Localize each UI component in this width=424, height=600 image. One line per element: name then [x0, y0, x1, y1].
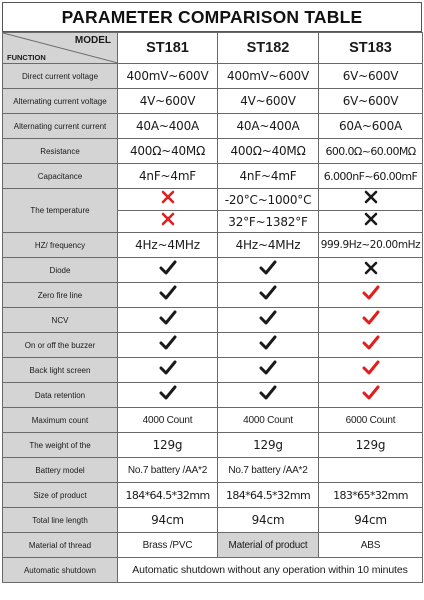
mark-cell — [218, 383, 319, 408]
cell-value: -20°C~1000°C — [218, 189, 319, 211]
table-row — [3, 233, 423, 258]
cross-red-icon — [160, 211, 176, 232]
cell-value: No.7 battery /AA*2 — [118, 458, 218, 483]
check-red-icon — [362, 335, 380, 356]
cross-black-icon — [363, 211, 379, 232]
row-label: Battery model — [3, 458, 118, 483]
shutdown-note: Automatic shutdown without any operation within 10 minutes — [118, 558, 423, 583]
cell-value: 4V~600V — [118, 89, 218, 114]
cell-value: 400Ω~40MΩ — [118, 139, 218, 164]
cell-value: 32°F~1382°F — [218, 211, 319, 233]
cell-value: 184*64.5*32mm — [218, 483, 319, 508]
model-st182: ST182 — [218, 33, 319, 64]
check-black-icon — [159, 360, 177, 381]
mark-cell — [218, 308, 319, 333]
mark-cell — [319, 383, 423, 408]
table-row — [3, 283, 423, 308]
check-black-icon — [159, 385, 177, 406]
cell-value: 94cm — [319, 508, 423, 533]
check-black-icon — [259, 285, 277, 306]
cell-value: 184*64.5*32mm — [118, 483, 218, 508]
check-red-icon — [362, 285, 380, 306]
mark-cell — [218, 258, 319, 283]
table-row — [3, 333, 423, 358]
cell-value: 999.9Hz~20.00mHz — [319, 233, 423, 258]
cell-value: 400mV~600V — [218, 64, 319, 89]
model-st181: ST181 — [118, 33, 218, 64]
cell-value: 4nF~4mF — [118, 164, 218, 189]
cross-black-icon — [363, 260, 379, 281]
table-row — [3, 89, 423, 114]
cell-value: 60A~600A — [319, 114, 423, 139]
row-label: HZ/ frequency — [3, 233, 118, 258]
cell-value: 183*65*32mm — [319, 483, 423, 508]
cross-black-icon — [363, 189, 379, 210]
cell-value: 129g — [218, 433, 319, 458]
mark-cell — [319, 308, 423, 333]
table-row — [3, 533, 423, 558]
cell-value: ABS — [319, 533, 423, 558]
row-label: Automatic shutdown — [3, 558, 118, 583]
cross-red-icon — [160, 189, 176, 210]
table-row — [3, 408, 423, 433]
check-black-icon — [159, 310, 177, 331]
page-title: PARAMETER COMPARISON TABLE — [2, 2, 422, 32]
row-label: Total line length — [3, 508, 118, 533]
cell-value: 400mV~600V — [118, 64, 218, 89]
table-row — [3, 483, 423, 508]
cell-value: Brass /PVC — [118, 533, 218, 558]
check-black-icon — [259, 310, 277, 331]
row-label: Capacitance — [3, 164, 118, 189]
cell-value: 40A~400A — [118, 114, 218, 139]
table-row — [3, 164, 423, 189]
row-label: Alternating current current — [3, 114, 118, 139]
table-row — [3, 64, 423, 89]
check-black-icon — [259, 360, 277, 381]
mark-cell — [319, 333, 423, 358]
cell-value: 4V~600V — [218, 89, 319, 114]
row-label: On or off the buzzer — [3, 333, 118, 358]
mark-cell — [118, 308, 218, 333]
parameter-table — [2, 32, 423, 583]
table-row — [3, 358, 423, 383]
row-label: Material of thread — [3, 533, 118, 558]
check-red-icon — [362, 360, 380, 381]
check-black-icon — [259, 335, 277, 356]
model-st183: ST183 — [319, 33, 423, 64]
check-red-icon — [362, 310, 380, 331]
cell-value: 6V~600V — [319, 89, 423, 114]
cell-value: 94cm — [218, 508, 319, 533]
table-row — [3, 114, 423, 139]
cell-value: 4Hz~4MHz — [218, 233, 319, 258]
row-label: Maximum count — [3, 408, 118, 433]
check-black-icon — [159, 335, 177, 356]
check-black-icon — [259, 385, 277, 406]
row-label: Data retention — [3, 383, 118, 408]
cell-value: 4nF~4mF — [218, 164, 319, 189]
table-row — [3, 258, 423, 283]
table-row — [3, 508, 423, 533]
mark-cell — [319, 358, 423, 383]
table-row — [3, 308, 423, 333]
row-label: The weight of the — [3, 433, 118, 458]
mark-cell — [118, 383, 218, 408]
cell-value: 129g — [118, 433, 218, 458]
table-row — [3, 383, 423, 408]
mark-cell — [118, 358, 218, 383]
header-corner-cell — [3, 33, 118, 64]
row-label: NCV — [3, 308, 118, 333]
mark-cell — [118, 333, 218, 358]
mark-cell — [319, 189, 423, 211]
cell-value: 400Ω~40MΩ — [218, 139, 319, 164]
mark-cell — [218, 333, 319, 358]
mark-cell — [118, 258, 218, 283]
row-label: Back light screen — [3, 358, 118, 383]
cell-value: 94cm — [118, 508, 218, 533]
table-row — [3, 458, 423, 483]
cell-value: 4Hz~4MHz — [118, 233, 218, 258]
row-label: Diode — [3, 258, 118, 283]
cell-value: 129g — [319, 433, 423, 458]
model-label: MODEL — [74, 35, 111, 46]
mark-cell — [319, 283, 423, 308]
check-black-icon — [159, 285, 177, 306]
check-black-icon — [159, 260, 177, 281]
row-label: The temperature — [3, 189, 118, 233]
cell-value: 600.0Ω~60.00MΩ — [319, 139, 423, 164]
check-red-icon — [362, 385, 380, 406]
cell-value: 4000 Count — [218, 408, 319, 433]
cell-value: 6V~600V — [319, 64, 423, 89]
row-label: Size of product — [3, 483, 118, 508]
row-label: Direct current voltage — [3, 64, 118, 89]
mark-cell — [319, 211, 423, 233]
row-label: Zero fire line — [3, 283, 118, 308]
mark-cell — [218, 358, 319, 383]
cell-value: 6000 Count — [319, 408, 423, 433]
check-black-icon — [259, 260, 277, 281]
table-row — [3, 433, 423, 458]
cell-value: Material of product — [218, 533, 319, 558]
mark-cell — [118, 283, 218, 308]
cell-value: No.7 battery /AA*2 — [218, 458, 319, 483]
row-label: Alternating current voltage — [3, 89, 118, 114]
cell-value: 6.000nF~60.00mF — [319, 164, 423, 189]
table-row — [3, 558, 423, 583]
row-label: Resistance — [3, 139, 118, 164]
mark-cell — [319, 258, 423, 283]
mark-cell — [218, 283, 319, 308]
cell-value — [319, 458, 423, 483]
cell-value: 40A~400A — [218, 114, 319, 139]
cell-value: 4000 Count — [118, 408, 218, 433]
function-label: FUNCTION — [7, 53, 46, 62]
mark-cell — [118, 189, 218, 211]
table-row — [3, 139, 423, 164]
table-row — [3, 189, 423, 211]
mark-cell — [118, 211, 218, 233]
table-header-row — [3, 33, 423, 64]
